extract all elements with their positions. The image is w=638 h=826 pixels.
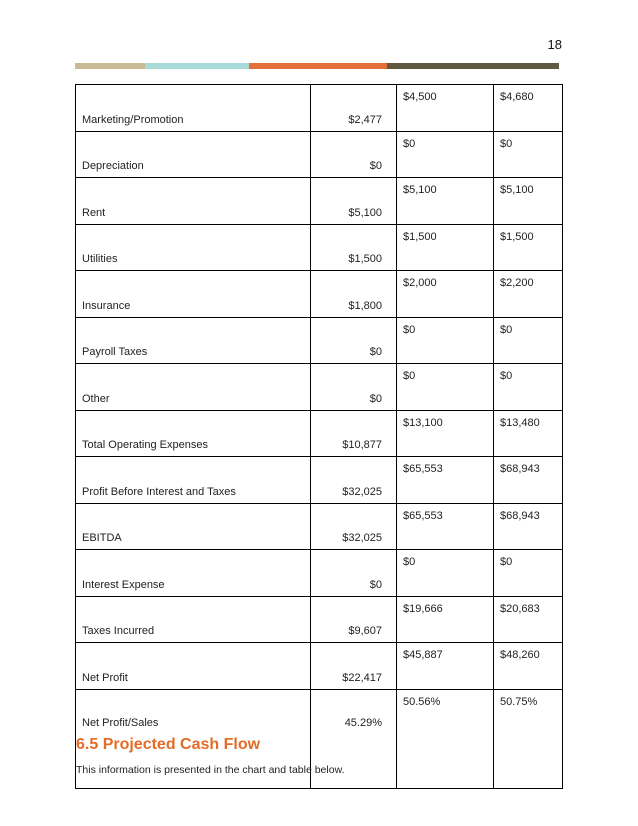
year2-value: $4,500: [397, 85, 494, 132]
year2-value: 50.56%: [397, 689, 494, 788]
row-label: Interest Expense: [76, 550, 311, 597]
table-row: [76, 224, 563, 271]
year3-value: $0: [494, 131, 563, 178]
table-row: [76, 596, 563, 643]
row-label: Profit Before Interest and Taxes: [76, 457, 311, 504]
year2-value: $5,100: [397, 178, 494, 225]
year2-value: $1,500: [397, 224, 494, 271]
year1-value: $0: [311, 317, 397, 364]
row-label: Depreciation: [76, 131, 311, 178]
year1-value: $5,100: [311, 178, 397, 225]
row-label: Net Profit: [76, 643, 311, 690]
year1-value: $2,477: [311, 85, 397, 132]
row-label: Taxes Incurred: [76, 596, 311, 643]
year3-value: $20,683: [494, 596, 563, 643]
page-number: 18: [547, 37, 562, 52]
row-label: Rent: [76, 178, 311, 225]
table-row: [76, 271, 563, 318]
year1-value: $22,417: [311, 643, 397, 690]
year1-value: $1,800: [311, 271, 397, 318]
year3-value: $5,100: [494, 178, 563, 225]
year2-value: $65,553: [397, 457, 494, 504]
year2-value: $2,000: [397, 271, 494, 318]
header-bar-teal-segment: [145, 63, 249, 69]
table-row: [76, 178, 563, 225]
year1-value: $1,500: [311, 224, 397, 271]
header-bar-tan-segment: [75, 63, 145, 69]
year1-value: 45.29%: [311, 689, 397, 788]
row-label: Insurance: [76, 271, 311, 318]
year3-value: $13,480: [494, 410, 563, 457]
row-label: Utilities: [76, 224, 311, 271]
table-row: [76, 85, 563, 132]
table-row: [76, 131, 563, 178]
year3-value: $48,260: [494, 643, 563, 690]
year2-value: $0: [397, 317, 494, 364]
table-row: [76, 550, 563, 597]
table-row: [76, 457, 563, 504]
year1-value: $10,877: [311, 410, 397, 457]
profit-loss-table: [75, 84, 563, 789]
year3-value: $1,500: [494, 224, 563, 271]
header-bar-olive-segment: [387, 63, 559, 69]
year1-value: $9,607: [311, 596, 397, 643]
table-row: [76, 364, 563, 411]
table-row: [76, 643, 563, 690]
year2-value: $65,553: [397, 503, 494, 550]
year1-value: $0: [311, 131, 397, 178]
year1-value: $0: [311, 364, 397, 411]
header-color-bar: [75, 63, 559, 69]
year2-value: $45,887: [397, 643, 494, 690]
row-label: Payroll Taxes: [76, 317, 311, 364]
year3-value: $2,200: [494, 271, 563, 318]
year2-value: $0: [397, 550, 494, 597]
section-heading: 6.5 Projected Cash Flow: [76, 736, 261, 753]
year2-value: $0: [397, 131, 494, 178]
table-row: [76, 317, 563, 364]
year1-value: $32,025: [311, 457, 397, 504]
year2-value: $13,100: [397, 410, 494, 457]
row-label: Net Profit/Sales: [76, 689, 311, 788]
table-row: [76, 503, 563, 550]
year3-value: $4,680: [494, 85, 563, 132]
row-label: Total Operating Expenses: [76, 410, 311, 457]
year3-value: $68,943: [494, 457, 563, 504]
header-bar-orange-segment: [249, 63, 387, 69]
row-label: EBITDA: [76, 503, 311, 550]
row-label: Other: [76, 364, 311, 411]
year3-value: $0: [494, 317, 563, 364]
table-row: [76, 410, 563, 457]
year2-value: $0: [397, 364, 494, 411]
row-label: Marketing/Promotion: [76, 85, 311, 132]
year2-value: $19,666: [397, 596, 494, 643]
year3-value: $68,943: [494, 503, 563, 550]
year1-value: $32,025: [311, 503, 397, 550]
year1-value: $0: [311, 550, 397, 597]
year3-value: $0: [494, 364, 563, 411]
year3-value: $0: [494, 550, 563, 597]
section-intro-text: This information is presented in the chart and table below.: [76, 764, 345, 776]
year3-value: 50.75%: [494, 689, 563, 788]
